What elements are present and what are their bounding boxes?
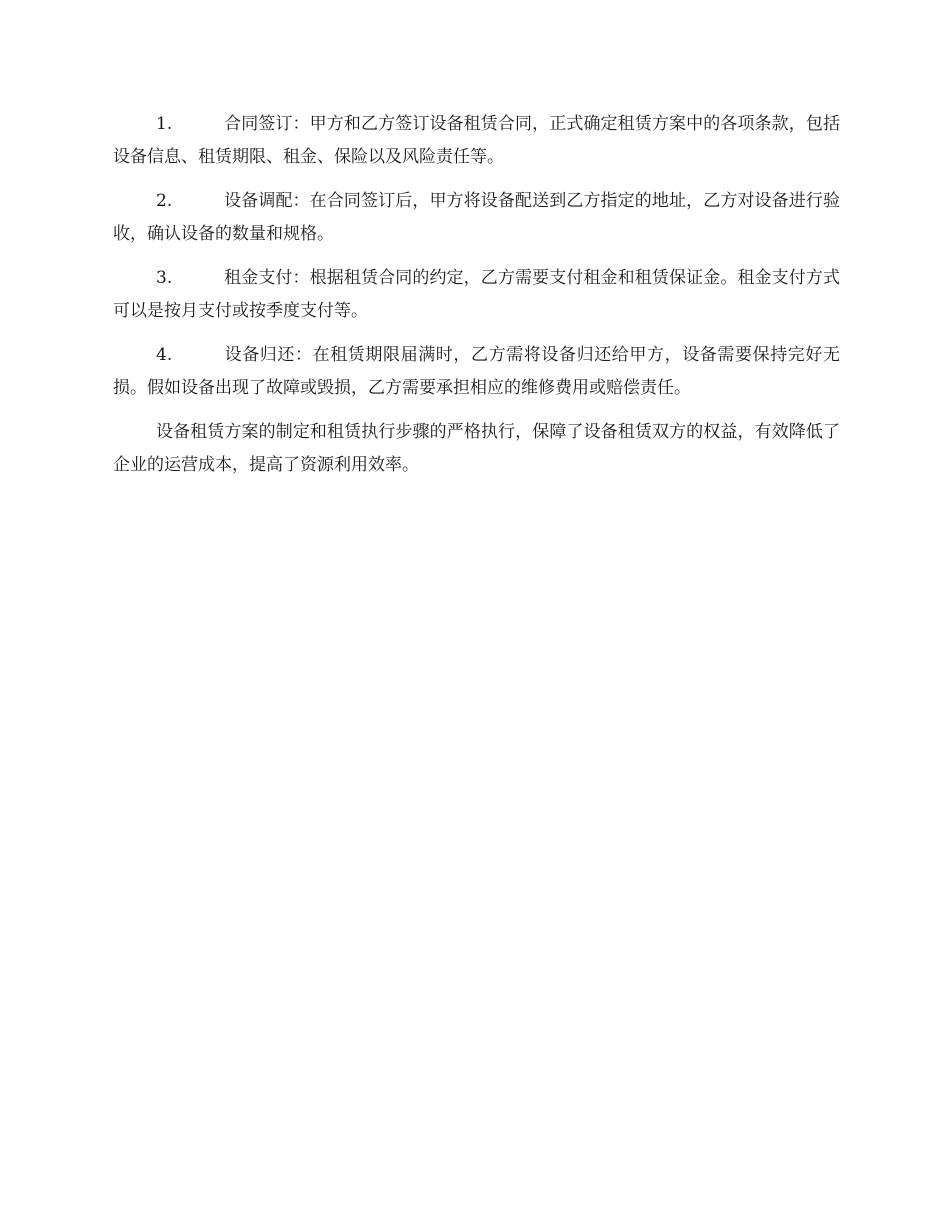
list-item [113,185,840,251]
list-item-text: 设备调配：在合同签订后，甲方将设备配送到乙方指定的地址，乙方对设备进行验收，确认设备的数量和规格。 [113,191,840,244]
list-item-text: 合同签订：甲方和乙方签订设备租赁合同，正式确定租赁方案中的各项条款，包括设备信息、租赁期限、租金、保险以及风险责任等。 [113,114,840,167]
list-item-number: 1. [156,114,173,134]
list-item [113,108,840,174]
list-item [113,262,840,328]
list-item-text: 设备归还：在租赁期限届满时，乙方需将设备归还给甲方，设备需要保持完好无损。假如设备出现了故障或毁损，乙方需要承担相应的维修费用或赔偿责任。 [113,345,840,398]
list-item-number: 3. [156,268,173,288]
list-item-number: 4. [156,345,173,365]
document-body [113,108,840,493]
closing-paragraph: 设备租赁方案的制定和租赁执行步骤的严格执行，保障了设备租赁双方的权益，有效降低了企业的运营成本，提高了资源利用效率。 [113,422,840,475]
list-item-number: 2. [156,191,173,211]
list-item [113,339,840,405]
list-item-text: 租金支付：根据租赁合同的约定，乙方需要支付租金和租赁保证金。租金支付方式可以是按月支付或按季度支付等。 [113,268,840,321]
